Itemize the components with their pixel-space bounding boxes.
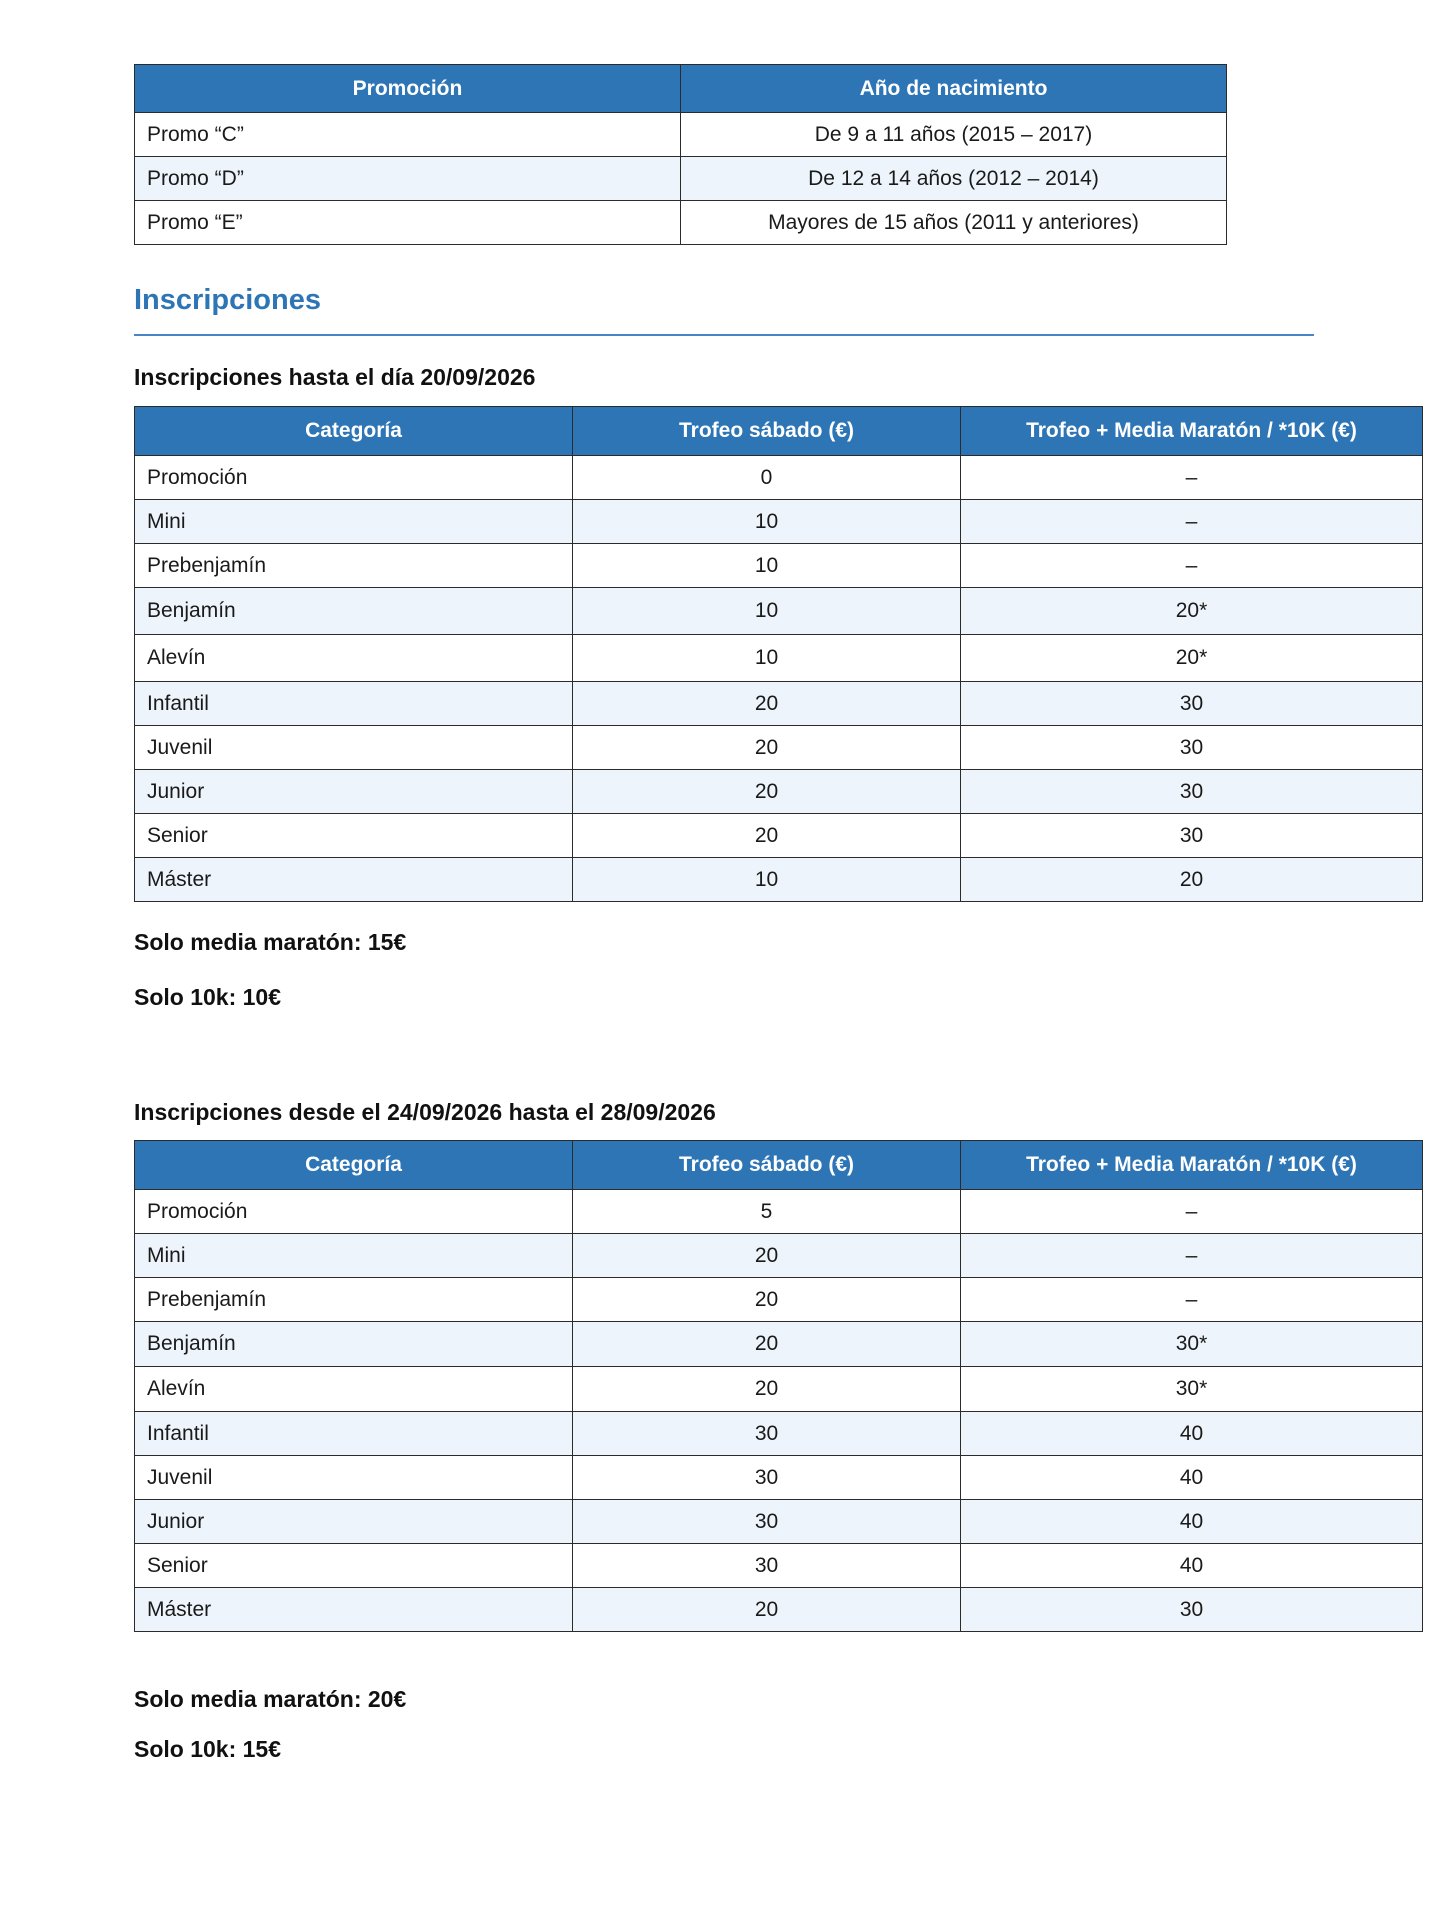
trofeo-cell: 30 [573, 1456, 961, 1500]
trofeo-maraton-cell: 30 [961, 726, 1423, 770]
table-row [135, 858, 1423, 902]
trofeo-maraton-cell: 30* [961, 1322, 1423, 1367]
period2-header-row [135, 1141, 1423, 1190]
table-row [135, 544, 1423, 588]
table-row [135, 814, 1423, 858]
category-cell: Alevín [135, 1367, 573, 1412]
table-row [135, 1190, 1423, 1234]
period1-fee-table [134, 406, 1423, 902]
category-cell: Prebenjamín [135, 1278, 573, 1322]
section-divider [134, 334, 1314, 336]
category-cell: Alevín [135, 635, 573, 682]
trofeo-maraton-cell: 20 [961, 858, 1423, 902]
trofeo-maraton-cell: 30* [961, 1367, 1423, 1412]
table-row [135, 113, 1227, 157]
category-cell: Juvenil [135, 1456, 573, 1500]
promo-table [134, 64, 1227, 245]
category-cell: Junior [135, 770, 573, 814]
category-cell: Mini [135, 500, 573, 544]
promo-cell: De 12 a 14 años (2012 – 2014) [681, 157, 1227, 201]
table-row [135, 726, 1423, 770]
table-row [135, 1322, 1423, 1367]
trofeo-maraton-cell: 40 [961, 1412, 1423, 1456]
trofeo-cell: 30 [573, 1500, 961, 1544]
trofeo-maraton-cell: – [961, 544, 1423, 588]
category-cell: Infantil [135, 682, 573, 726]
header-categoria: Categoría [135, 1141, 573, 1190]
table-row [135, 201, 1227, 245]
category-cell: Benjamín [135, 1322, 573, 1367]
trofeo-cell: 10 [573, 588, 961, 635]
header-categoria: Categoría [135, 407, 573, 456]
promo-cell: Promo “D” [135, 157, 681, 201]
trofeo-maraton-cell: 40 [961, 1500, 1423, 1544]
trofeo-maraton-cell: 20* [961, 635, 1423, 682]
trofeo-cell: 20 [573, 770, 961, 814]
period1-subtitle: Inscripciones hasta el día 20/09/2026 [134, 364, 536, 390]
period1-note-half-marathon: Solo media maratón: 15€ [134, 929, 407, 955]
table-row [135, 588, 1423, 635]
trofeo-cell: 20 [573, 1367, 961, 1412]
trofeo-maraton-cell: – [961, 500, 1423, 544]
trofeo-cell: 10 [573, 635, 961, 682]
header-trofeo-sabado: Trofeo sábado (€) [573, 407, 961, 456]
table-row [135, 1367, 1423, 1412]
category-cell: Máster [135, 1588, 573, 1632]
trofeo-maraton-cell: 30 [961, 1588, 1423, 1632]
trofeo-cell: 20 [573, 814, 961, 858]
category-cell: Senior [135, 1544, 573, 1588]
trofeo-maraton-cell: – [961, 1234, 1423, 1278]
header-trofeo-media-maraton: Trofeo + Media Maratón / *10K (€) [961, 1141, 1423, 1190]
promo-table-header-row [135, 65, 1227, 113]
trofeo-cell: 30 [573, 1412, 961, 1456]
promo-cell: De 9 a 11 años (2015 – 2017) [681, 113, 1227, 157]
category-cell: Mini [135, 1234, 573, 1278]
trofeo-maraton-cell: – [961, 1278, 1423, 1322]
period2-note-half-marathon: Solo media maratón: 20€ [134, 1686, 407, 1712]
period2-note-10k: Solo 10k: 15€ [134, 1736, 282, 1762]
table-row [135, 157, 1227, 201]
trofeo-maraton-cell: 40 [961, 1456, 1423, 1500]
category-cell: Promoción [135, 456, 573, 500]
category-cell: Prebenjamín [135, 544, 573, 588]
header-trofeo-sabado: Trofeo sábado (€) [573, 1141, 961, 1190]
trofeo-cell: 20 [573, 682, 961, 726]
category-cell: Juvenil [135, 726, 573, 770]
trofeo-cell: 10 [573, 500, 961, 544]
category-cell: Infantil [135, 1412, 573, 1456]
table-row [135, 1544, 1423, 1588]
promo-cell: Promo “E” [135, 201, 681, 245]
period2-fee-table [134, 1140, 1423, 1632]
trofeo-cell: 30 [573, 1544, 961, 1588]
table-row [135, 1234, 1423, 1278]
trofeo-maraton-cell: 30 [961, 682, 1423, 726]
category-cell: Junior [135, 1500, 573, 1544]
table-row [135, 1456, 1423, 1500]
table-row [135, 500, 1423, 544]
trofeo-maraton-cell: 30 [961, 814, 1423, 858]
promo-header-promocion: Promoción [135, 65, 681, 113]
table-row [135, 1588, 1423, 1632]
category-cell: Promoción [135, 1190, 573, 1234]
trofeo-cell: 20 [573, 1234, 961, 1278]
trofeo-maraton-cell: 20* [961, 588, 1423, 635]
trofeo-cell: 20 [573, 726, 961, 770]
table-row [135, 682, 1423, 726]
table-row [135, 456, 1423, 500]
trofeo-maraton-cell: – [961, 1190, 1423, 1234]
trofeo-maraton-cell: – [961, 456, 1423, 500]
table-row [135, 1412, 1423, 1456]
category-cell: Benjamín [135, 588, 573, 635]
period2-subtitle: Inscripciones desde el 24/09/2026 hasta el 28/09/2026 [134, 1099, 716, 1125]
trofeo-cell: 10 [573, 858, 961, 902]
table-row [135, 635, 1423, 682]
promo-cell: Promo “C” [135, 113, 681, 157]
trofeo-cell: 20 [573, 1322, 961, 1367]
period1-header-row [135, 407, 1423, 456]
promo-header-ano-nacimiento: Año de nacimiento [681, 65, 1227, 113]
category-cell: Máster [135, 858, 573, 902]
table-row [135, 1278, 1423, 1322]
period1-note-10k: Solo 10k: 10€ [134, 984, 282, 1010]
trofeo-maraton-cell: 40 [961, 1544, 1423, 1588]
trofeo-cell: 0 [573, 456, 961, 500]
trofeo-cell: 20 [573, 1278, 961, 1322]
trofeo-cell: 10 [573, 544, 961, 588]
header-trofeo-media-maraton: Trofeo + Media Maratón / *10K (€) [961, 407, 1423, 456]
trofeo-cell: 20 [573, 1588, 961, 1632]
trofeo-maraton-cell: 30 [961, 770, 1423, 814]
table-row [135, 770, 1423, 814]
trofeo-cell: 5 [573, 1190, 961, 1234]
promo-cell: Mayores de 15 años (2011 y anteriores) [681, 201, 1227, 245]
section-title: Inscripciones [134, 284, 321, 316]
category-cell: Senior [135, 814, 573, 858]
table-row [135, 1500, 1423, 1544]
